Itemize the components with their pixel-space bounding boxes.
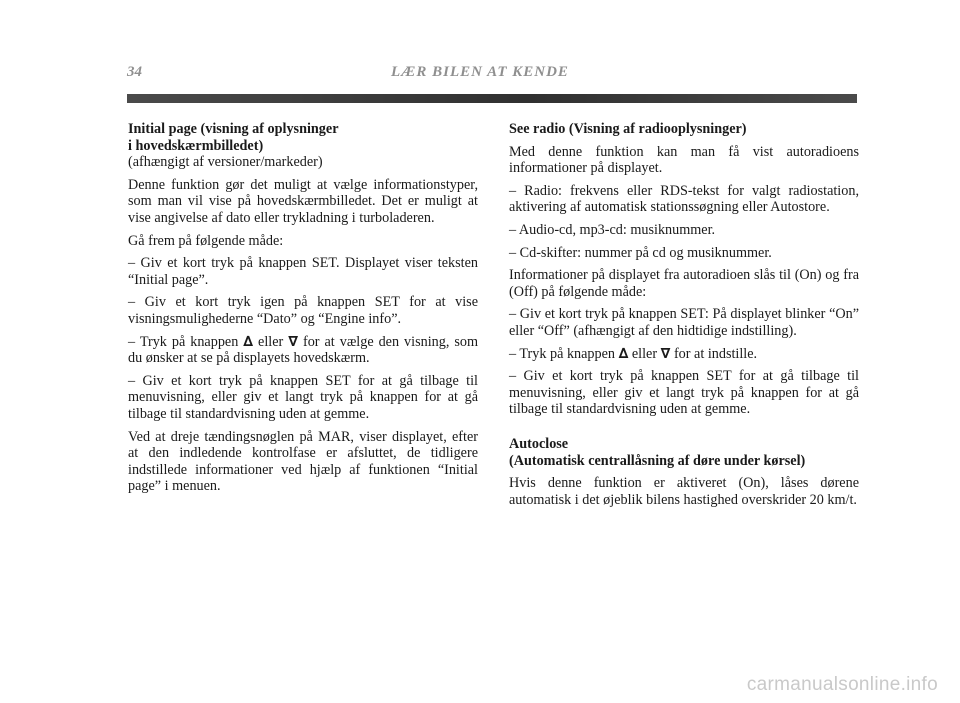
text-run: eller [258, 333, 284, 350]
running-title: LÆR BILEN AT KENDE [391, 64, 569, 80]
down-arrow-icon: ∇ [660, 345, 671, 362]
up-arrow-icon: ∆ [243, 333, 254, 350]
text-run: – Tryk på knappen [509, 345, 616, 362]
spacer [509, 424, 859, 436]
paragraph-with-arrows [128, 334, 478, 367]
paragraph: – Giv et kort tryk på knappen SET. Displayet viser teksten “Initial page”. [128, 255, 478, 288]
paragraph: Denne funktion gør det muligt at vælge informationstyper, som man vil vise på hovedskærmbilledet. Det er muligt at vise angivelse af dato eller trykladning i turboladeren. [128, 176, 478, 226]
section-subtitle: (afhængigt af versioner/markeder) [128, 154, 323, 171]
paragraph: – Giv et kort tryk på knappen SET for at gå tilbage til menuvisning, eller giv et langt tryk på knappen for at gå tilbage til standardvisning uden at gemme. [128, 372, 478, 422]
text-run: for at indstille. [673, 345, 758, 362]
text-run: for at vælge den visning, som du ønsker at se på displayets hovedskærm. [128, 333, 479, 367]
paragraph: – Giv et kort tryk på knappen SET: På displayet blinker “On” eller “Off” (afhængigt af den hidtidige indstilling). [509, 306, 859, 339]
paragraph: – Giv et kort tryk igen på knappen SET for at vise visningsmulighederne “Dato” og “Engine info”. [128, 294, 478, 327]
up-arrow-icon: ∆ [618, 345, 629, 362]
header-rule [127, 94, 857, 103]
section-heading-autoclose: Autoclose (Automatisk centrallåsning af døre under kørsel) [509, 435, 806, 469]
paragraph: – Cd-skifter: nummer på cd og musiknummer. [509, 244, 772, 261]
watermark: carmanualsonline.info [746, 674, 938, 695]
paragraph: Hvis denne funktion er aktiveret (On), låses dørene automatisk i det øjeblik bilens hastighed overskrider 20 km/t. [509, 475, 859, 508]
down-arrow-icon: ∇ [288, 333, 298, 350]
paragraph: Informationer på displayet fra autoradioen slås til (On) og fra (Off) på følgende måde: [509, 267, 859, 300]
left-column [128, 121, 478, 501]
paragraph: – Giv et kort tryk på knappen SET for at gå tilbage til menuvisning, eller giv et langt tryk på knappen for at gå tilbage til standardvisning uden at gemme. [509, 368, 859, 418]
paragraph: – Radio: frekvens eller RDS-tekst for valgt radiostation, aktivering af automatisk stationssøgning eller Autostore. [509, 182, 859, 216]
page-number: 34 [127, 64, 142, 80]
paragraph-with-arrows [509, 346, 859, 363]
paragraph: Ved at dreje tændingsnøglen på MAR, viser displayet, efter at den indledende kontrolfase er afsluttet, de tidligere indstillede informationer ved hjælp af funktionen “Initial page” i menuen. [128, 428, 478, 495]
paragraph: – Audio-cd, mp3-cd: musiknummer. [509, 221, 716, 238]
section-heading-see-radio: See radio (Visning af radiooplysninger) [509, 121, 747, 137]
section-heading-initial-page: Initial page (visning af oplysninger i hovedskærmbilledet) [128, 121, 339, 154]
paragraph: Gå frem på følgende måde: [128, 232, 284, 249]
paragraph: Med denne funktion kan man få vist autoradioens informationer på displayet. [509, 143, 859, 177]
text-run: – Tryk på knappen [128, 333, 239, 350]
text-run: eller [631, 345, 658, 362]
right-column [509, 121, 859, 514]
